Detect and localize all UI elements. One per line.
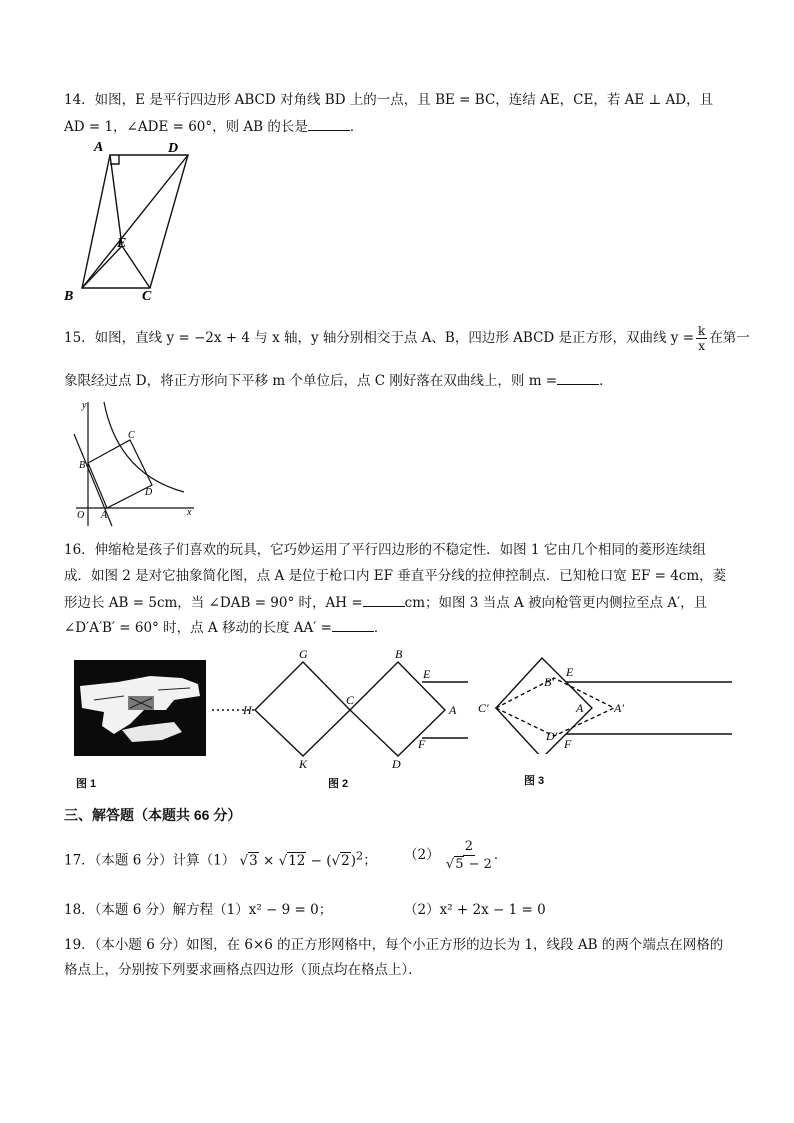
q14-answer-blank: [308, 116, 350, 131]
q15-figure: [66, 396, 200, 530]
q15-fraction: [696, 324, 707, 353]
q18-label: 18．（本题 6 分）解方程（1）: [64, 902, 249, 918]
q14-line1: 14．如图，E 是平行四边形 ABCD 对角线 BD 上的一点，且 BE = BC，连结 AE，CE，若 AE ⊥ AD，且: [64, 92, 714, 108]
q17-part1-end: ；: [363, 852, 377, 869]
q16-answer-blank-1: [363, 592, 405, 607]
q16-fig2-label-g: G: [299, 648, 308, 661]
q16-fig3-label-b1: B′: [544, 675, 554, 689]
q14-line2-text: AD = 1，∠ADE = 60°，则 AB 的长是: [64, 119, 308, 135]
q16-fig3-label-e: E: [566, 665, 574, 679]
q16-fig2-label-a: A: [449, 703, 457, 717]
q14-line2-end: ．: [349, 119, 364, 135]
q15-line1-end: 在第一: [709, 330, 750, 346]
q16-fig3-label-d1: D′: [546, 729, 558, 743]
q15-frac-num: k: [698, 324, 706, 338]
q16-fig3-label-f: F: [564, 737, 572, 751]
q17-part2: [404, 838, 507, 873]
q16-line1: 16．伸缩枪是孩子们喜欢的玩具，它巧妙运用了平行四边形的不稳定性．如图 1 它由几个相同的菱形连续组: [64, 542, 706, 558]
q17-frac-num: 2: [464, 839, 474, 854]
q14-label-d: D: [168, 141, 179, 156]
q17-part2-end: ．: [493, 847, 508, 863]
q17-part2-label: （2）: [404, 847, 440, 863]
q14-line2: [64, 116, 363, 137]
q17-fraction: [446, 838, 492, 873]
q14-figure: [60, 138, 200, 306]
q16-fig2: [210, 648, 468, 772]
q15-label-c: C: [128, 430, 135, 441]
q16-line4-text: ∠D′A′B′ = 60° 时，点 A 移动的长度 AA′ =: [64, 620, 332, 636]
q16-fig2-caption: 图 2: [328, 778, 349, 790]
q15-label-a: A: [101, 510, 108, 521]
q15-line2-end: ．: [599, 373, 613, 389]
q16-fig2-label-h: H: [243, 703, 252, 717]
q16-fig1-photo: [74, 660, 206, 756]
q16-line4: [64, 617, 387, 638]
q19-line1: 19．（本小题 6 分）如图，在 6×6 的正方形网格中，每个小正方形的边长为 1，线段 AB 的两个端点在网格的: [64, 937, 724, 953]
q16-line3-text: 形边长 AB = 5cm，当 ∠DAB = 90° 时，AH =: [64, 595, 363, 611]
q15-answer-blank: [557, 370, 599, 385]
q18-line: [64, 900, 332, 920]
q15-frac-den: x: [698, 339, 706, 353]
q16-fig3-caption: 图 3: [524, 775, 545, 787]
q16-fig2-label-c: C: [346, 693, 355, 707]
q15-label-y: y: [82, 400, 87, 411]
q16-fig3-label-c: C′: [478, 701, 489, 715]
q18-eq1: x² − 9 = 0；: [248, 902, 333, 918]
q16-fig3: [474, 650, 740, 754]
q15-label-d: D: [145, 487, 153, 498]
q15-label-o: O: [77, 510, 85, 521]
q16-fig2-label-k: K: [299, 757, 308, 771]
q15-line2-text: 象限经过点 D，将正方形向下平移 m 个单位后，点 C 刚好落在双曲线上，则 m =: [64, 373, 558, 389]
q14-label-c: C: [142, 289, 152, 304]
q16-line2: 成．如图 2 是对它抽象简化图，点 A 是位于枪口内 EF 垂直平分线的拉伸控制点．已知枪口宽 EF = 4cm，菱: [64, 568, 727, 584]
q16-fig3-label-a1: A′: [614, 701, 624, 715]
q16-fig2-label-f: F: [418, 737, 426, 751]
q16-fig2-label-d: D: [392, 757, 401, 771]
q16-answer-blank-2: [332, 617, 374, 632]
q15-line1-text: 15．如图，直线 y = −2x + 4 与 x 轴，y 轴分别相交于点 A、B，四边形 ABCD 是正方形，双曲线 y =: [64, 330, 695, 346]
q17-frac-den: √5 − 2: [445, 857, 492, 872]
q16-fig2-label-b: B: [395, 648, 403, 661]
q17-expr1: $√3 \times √12 - (√2)^2$: [239, 849, 364, 869]
q15-label-x: x: [187, 507, 192, 518]
q16-fig1-caption: 图 1: [76, 778, 97, 790]
q16-fig3-label-a: A: [576, 701, 584, 715]
q14-label-b: B: [64, 289, 74, 304]
q18-part2-label: （2）: [404, 902, 440, 918]
q16-fig2-label-e: E: [423, 667, 431, 681]
q15-label-b: B: [79, 460, 86, 471]
q19-line2: 格点上，分别按下列要求画格点四边形（顶点均在格点上）．: [64, 962, 422, 978]
q15-line1: [64, 324, 750, 353]
q15-line2: [64, 370, 613, 391]
q14-label-a: A: [94, 140, 104, 155]
q18-eq2: x² + 2x − 1 = 0: [439, 902, 546, 918]
q18-part2: [404, 900, 546, 920]
q16-line3: [64, 592, 707, 613]
q16-line4-end: ．: [373, 620, 388, 636]
q16-line3-end: cm；如图 3 当点 A 被向枪管更内侧拉至点 A′，且: [404, 595, 708, 611]
q17-label: 17．（本题 6 分）计算（1）: [64, 852, 236, 869]
section3-title: 三、解答题（本题共 66 分）: [64, 807, 242, 823]
q17-line: [64, 846, 377, 871]
q14-label-e: E: [117, 236, 127, 251]
